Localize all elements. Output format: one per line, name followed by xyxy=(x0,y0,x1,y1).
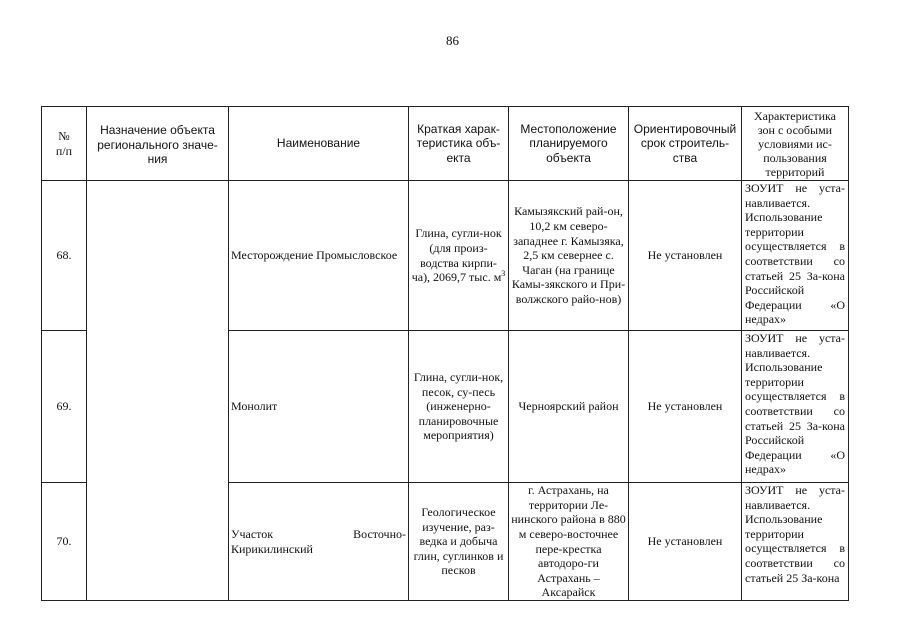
construction-term: Не установлен xyxy=(629,483,742,601)
header-zones: Характеристика зон с особыми условиями ис-пользования территорий xyxy=(742,107,849,181)
zone-characteristics: ЗОУИТ не уста-навливается. Использование территории осуществляется в соответствии со статьей 25 За-кона Российской Федерации «О недрах» xyxy=(742,331,849,483)
table-header-row xyxy=(42,107,849,181)
row-number: 69. xyxy=(42,331,87,483)
header-brief: Краткая харак-теристика объ-екта xyxy=(409,107,509,181)
object-location: Черноярский район xyxy=(509,331,629,483)
object-name-line1 xyxy=(231,527,406,542)
header-location: Местоположение планируемого объекта xyxy=(509,107,629,181)
object-brief-text: Глина, сугли-нок (для произ-водства кирпи-ча), 2069,7 тыс. м xyxy=(411,226,502,285)
object-location: г. Астрахань, на территории Ле-нинского района в 880 м северо-восточнее пере-крестка автодоро-ги Астрахань – Аксарайск xyxy=(509,483,629,601)
object-name xyxy=(229,483,409,601)
object-name-part2: Восточно- xyxy=(353,526,406,541)
object-brief: Геологическое изучение, раз-ведка и добыча глин, суглинков и песков xyxy=(409,483,509,601)
object-name: Месторождение Промысловское xyxy=(229,181,409,331)
construction-term: Не установлен xyxy=(629,331,742,483)
header-num xyxy=(42,107,87,181)
header-term: Ориентировочный срок строитель-ства xyxy=(629,107,742,181)
table-row xyxy=(42,181,849,331)
construction-term: Не установлен xyxy=(629,181,742,331)
header-name: Наименование xyxy=(229,107,409,181)
unit-superscript: 3 xyxy=(501,269,506,279)
page-number: 86 xyxy=(446,33,459,48)
purpose-cell xyxy=(87,181,229,601)
row-number: 68. xyxy=(42,181,87,331)
objects-table xyxy=(41,106,849,601)
object-name: Монолит xyxy=(229,331,409,483)
header-purpose: Назначение объекта регионального значе-ния xyxy=(87,107,229,181)
header-num-text: № п/п xyxy=(55,128,73,158)
object-brief xyxy=(409,181,509,331)
zone-characteristics: ЗОУИТ не уста-навливается. Использование территории осуществляется в соответствии со статьей 25 За-кона xyxy=(742,483,849,601)
object-name-line2: Кирикилинский xyxy=(231,541,313,556)
zone-characteristics: ЗОУИТ не уста-навливается. Использование территории осуществляется в соответствии со статьей 25 За-кона Российской Федерации «О недрах» xyxy=(742,181,849,331)
object-location: Камызякский рай-он, 10,2 км северо-западнее г. Камызяка, 2,5 км севернее с. Чаган (на границе Камы-зякского и При-волжского райо-нов) xyxy=(509,181,629,331)
row-number: 70. xyxy=(42,483,87,601)
object-brief: Глина, сугли-нок, песок, су-песь (инженерно-планировочные мероприятия) xyxy=(409,331,509,483)
object-name-part1: Участок xyxy=(231,526,274,541)
